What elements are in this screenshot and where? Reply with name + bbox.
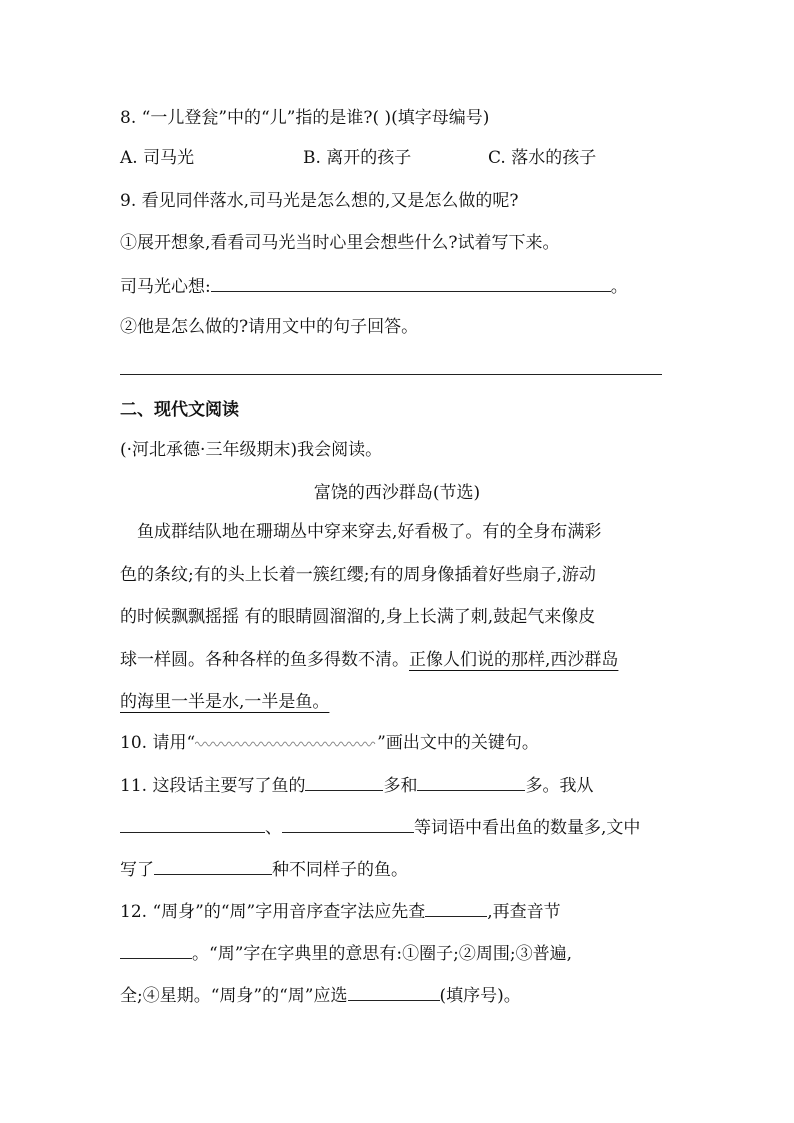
question-12-line2 <box>120 940 572 966</box>
question-11-part7: 种不同样子的鱼。 <box>272 860 408 880</box>
passage-line-1: 鱼成群结队地在珊瑚丛中穿来穿去,好看极了。有的全身布满彩 <box>137 522 602 542</box>
answer-prefix: 司马光心想: <box>120 277 211 297</box>
question-11-line3 <box>120 856 408 882</box>
blank[interactable] <box>305 772 383 791</box>
question-10-suffix: ”画出文中的关键句。 <box>377 733 539 753</box>
question-9-sub1 <box>120 231 560 255</box>
question-9-text: 9. 看见同伴落水,司马光是怎么想的,又是怎么做的呢? <box>120 191 519 211</box>
section-title <box>120 398 239 422</box>
passage-line <box>120 605 595 629</box>
question-9-sub1-text: ①展开想象,看看司马光当时心里会想些什么?试着写下来。 <box>120 233 560 253</box>
question-11-line2 <box>120 814 640 840</box>
section-source-text: (·河北承德·三年级期末)我会阅读。 <box>120 440 383 460</box>
key-sentence-part-2: 的海里一半是水,一半是鱼。 <box>120 692 330 712</box>
wavy-line-icon <box>195 739 377 749</box>
passage-line-2: 色的条纹;有的头上长着一簇红缨;有的周身像插着好些扇子,游动 <box>120 565 596 585</box>
option-b: B. 离开的孩子 <box>303 148 412 168</box>
question-11-part1: 11. 这段话主要写了鱼的 <box>120 776 306 796</box>
question-11-part2: 多和 <box>383 776 418 796</box>
question-12-part3: 。“周”字在字典里的意思有:①圈子;②周围;③普遍, <box>192 944 572 964</box>
blank[interactable] <box>348 982 440 1001</box>
question-9 <box>120 189 519 213</box>
passage-line <box>120 648 618 672</box>
key-sentence-part-1: 正像人们说的那样,西沙群岛 <box>409 650 619 670</box>
passage-line <box>120 563 596 587</box>
question-12-part4: 全;④星期。“周身”的“周”应选 <box>120 986 348 1006</box>
question-11-part3: 多。我从 <box>525 776 594 796</box>
question-11-part5: 等词语中看出鱼的数量多,文中 <box>414 818 641 838</box>
question-11-part4: 、 <box>265 818 282 838</box>
question-12-part1: 12. “周身”的“周”字用音序查字法应先查 <box>120 902 426 922</box>
passage-line-3: 的时候飘飘摇摇 有的眼睛圆溜溜的,身上长满了刺,鼓起气来像皮 <box>120 607 596 627</box>
blank[interactable] <box>425 898 487 917</box>
question-12-part5: (填序号)。 <box>439 986 521 1006</box>
question-9-sub2-blank[interactable] <box>120 374 662 375</box>
question-8-text: 8. “一儿登瓮”中的“儿”指的是谁?( )(填字母编号) <box>120 108 490 128</box>
question-12 <box>120 898 561 924</box>
blank[interactable] <box>417 772 525 791</box>
question-12-part2: ,再查音节 <box>487 902 561 922</box>
passage-title <box>0 481 794 505</box>
question-9-sub2-text: ②他是怎么做的?请用文中的句子回答。 <box>120 317 419 337</box>
passage-line-4-plain: 球一样圆。各种各样的鱼多得数不清。 <box>120 650 409 670</box>
answer-blank[interactable] <box>211 273 611 292</box>
question-10 <box>120 731 539 755</box>
option-c: C. 落水的孩子 <box>488 148 597 168</box>
question-11-part6: 写了 <box>120 860 154 880</box>
passage-line <box>137 520 601 544</box>
section-source <box>120 438 382 462</box>
answer-suffix: 。 <box>610 277 628 297</box>
question-10-prefix: 10. 请用“ <box>120 733 196 753</box>
blank[interactable] <box>120 940 192 959</box>
option-a: A. 司马光 <box>120 148 195 168</box>
question-9-sub1-answer <box>120 273 628 299</box>
question-9-sub2 <box>120 315 418 339</box>
blank[interactable] <box>120 814 265 833</box>
question-12-line3 <box>120 982 521 1008</box>
section-title-text: 二、现代文阅读 <box>120 400 239 420</box>
question-8 <box>120 106 489 130</box>
blank[interactable] <box>154 856 272 875</box>
blank[interactable] <box>282 814 414 833</box>
question-8-options <box>120 146 596 170</box>
question-11 <box>120 772 593 798</box>
passage-line <box>120 690 329 714</box>
passage-title-text: 富饶的西沙群岛(节选) <box>313 483 481 503</box>
